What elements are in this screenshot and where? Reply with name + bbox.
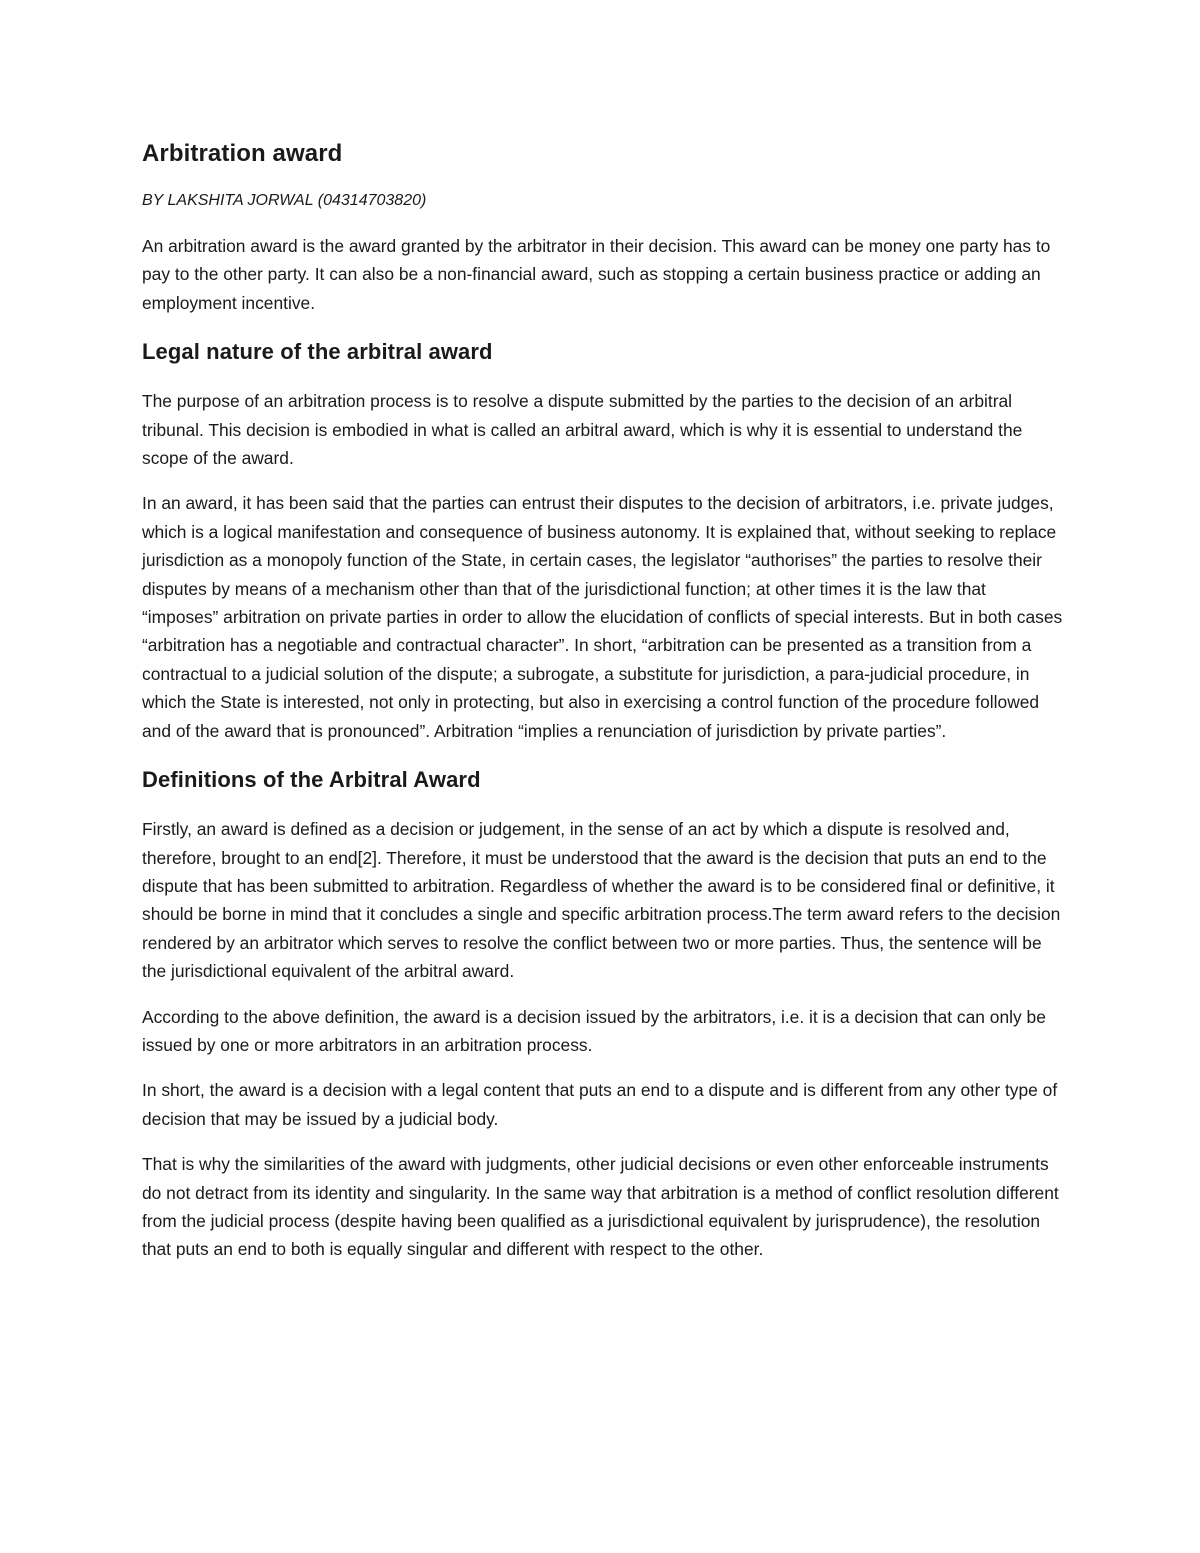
author-line: BY LAKSHITA JORWAL (04314703820)	[142, 192, 427, 209]
paragraph: The purpose of an arbitration process is to resolve a dispute submitted by the parties to the decision of an arbitral tribunal. This decision is embodied in what is called an arbitral award, which is why it is essential to understand the scope of the award.	[142, 391, 1023, 469]
document-body	[142, 140, 1067, 1281]
intro-paragraph: An arbitration award is the award granted by the arbitrator in their decision. This award can be money one party has to pay to the other party. It can also be a non-financial award, such as stopping a certain business practice or adding an employment incentive.	[142, 236, 1051, 313]
section-heading-legal-nature: Legal nature of the arbitral award	[142, 339, 493, 365]
section-heading-definitions: Definitions of the Arbitral Award	[142, 767, 481, 793]
paragraph: Firstly, an award is defined as a decision or judgement, in the sense of an act by which a dispute is resolved and, therefore, brought to an end[2]. Therefore, it must be understood that the award is the decision that puts an end to the dispute that has been submitted to arbitration. Regardless of whether the award is to be considered final or definitive, it should be borne in mind that it concludes a single and specific arbitration process.The term award refers to the decision rendered by an arbitrator which serves to resolve the conflict between two or more parties. Thus, the sentence will be the jurisdictional equivalent of the arbitral award.	[142, 819, 1061, 982]
document-title: Arbitration award	[142, 140, 343, 167]
paragraph: That is why the similarities of the award with judgments, other judicial decisions or even other enforceable instruments do not detract from its identity and singularity. In the same way that arbitration is a method of conflict resolution different from the judicial process (despite having been qualified as a jurisdictional equivalent by jurisprudence), the resolution that puts an end to both is equally singular and different with respect to the other.	[142, 1154, 1059, 1260]
paragraph: In short, the award is a decision with a legal content that puts an end to a dispute and is different from any other type of decision that may be issued by a judicial body.	[142, 1080, 1058, 1129]
paragraph: According to the above definition, the award is a decision issued by the arbitrators, i.e. it is a decision that can only be issued by one or more arbitrators in an arbitration process.	[142, 1006, 1046, 1055]
paragraph: In an award, it has been said that the parties can entrust their disputes to the decision of arbitrators, i.e. private judges, which is a logical manifestation and consequence of business autonomy. It is explained that, without seeking to replace jurisdiction as a monopoly function of the State, in certain cases, the legislator “authorises” the parties to resolve their disputes by means of a mechanism other than that of the jurisdictional function; at other times it is the law that “imposes” arbitration on private parties in order to allow the elucidation of conflicts of special interests. But in both cases “arbitration has a negotiable and contractual character”. In short, “arbitration can be presented as a transition from a contractual to a judicial solution of the dispute; a subrogate, a substitute for jurisdiction, a para-judicial procedure, in which the State is interested, not only in protecting, but also in exercising a control function of the procedure followed and of the award that is pronounced”. Arbitration “implies a renunciation of jurisdiction by private parties”.	[142, 493, 1063, 741]
